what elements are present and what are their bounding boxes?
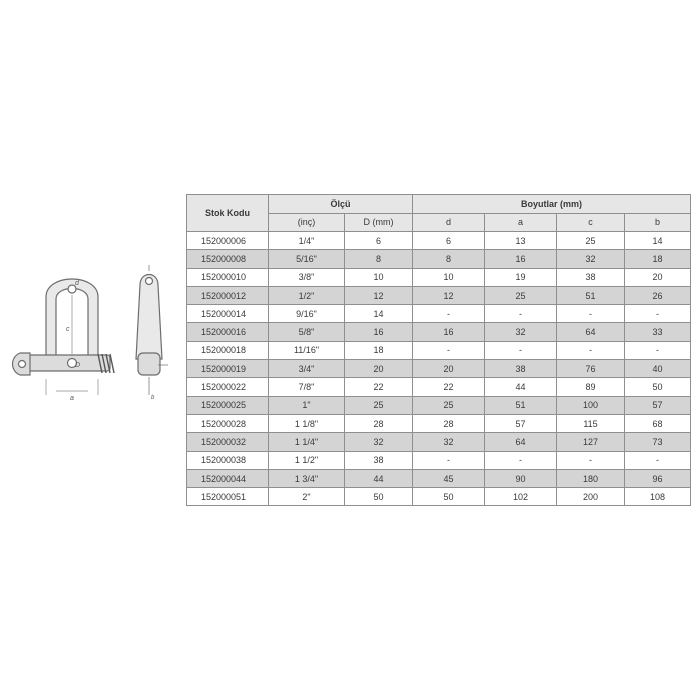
cell-b: - <box>625 451 691 469</box>
cell-stok-kodu: 152000014 <box>187 305 269 323</box>
cell-inc: 1 1/4" <box>269 433 345 451</box>
cell-a: 13 <box>485 232 557 250</box>
cell-stok-kodu: 152000018 <box>187 341 269 359</box>
cell-inc: 9/16" <box>269 305 345 323</box>
cell-d: 22 <box>413 378 485 396</box>
cell-c: 127 <box>557 433 625 451</box>
pin-eye-hole <box>19 361 26 368</box>
label-c: c <box>66 326 70 333</box>
cell-d: 32 <box>413 433 485 451</box>
table-row <box>187 268 691 286</box>
cell-c: 200 <box>557 488 625 506</box>
cell-a: - <box>485 305 557 323</box>
header-stok-kodu: Stok Kodu <box>187 195 269 232</box>
cell-d: 50 <box>413 488 485 506</box>
cell-b: 68 <box>625 414 691 432</box>
table-row <box>187 396 691 414</box>
cell-a: - <box>485 451 557 469</box>
cell-stok-kodu: 152000008 <box>187 250 269 268</box>
side-collar <box>138 353 160 375</box>
table-row <box>187 305 691 323</box>
cell-inc: 2" <box>269 488 345 506</box>
shackle-side-view <box>136 265 168 395</box>
cell-a: 16 <box>485 250 557 268</box>
cell-inc: 5/8" <box>269 323 345 341</box>
cell-b: 57 <box>625 396 691 414</box>
table-row <box>187 250 691 268</box>
cell-c: 64 <box>557 323 625 341</box>
cell-d: 25 <box>413 396 485 414</box>
cell-inc: 1 1/2" <box>269 451 345 469</box>
cell-stok-kodu: 152000006 <box>187 232 269 250</box>
cell-stok-kodu: 152000032 <box>187 433 269 451</box>
cell-b: 18 <box>625 250 691 268</box>
header-d: d <box>413 213 485 232</box>
cell-inc: 1/4" <box>269 232 345 250</box>
cell-stok-kodu: 152000016 <box>187 323 269 341</box>
cell-c: - <box>557 451 625 469</box>
cell-d-mm: 32 <box>345 433 413 451</box>
side-body <box>136 275 162 360</box>
cell-a: 102 <box>485 488 557 506</box>
cell-b: 50 <box>625 378 691 396</box>
cell-d-mm: 28 <box>345 414 413 432</box>
table-row <box>187 286 691 304</box>
table-row <box>187 360 691 378</box>
cell-a: 57 <box>485 414 557 432</box>
cell-d: 8 <box>413 250 485 268</box>
label-b: b <box>151 395 155 401</box>
cell-d: 16 <box>413 323 485 341</box>
cell-c: 115 <box>557 414 625 432</box>
cell-c: 25 <box>557 232 625 250</box>
table-row <box>187 414 691 432</box>
table-row <box>187 378 691 396</box>
cell-d-mm: 14 <box>345 305 413 323</box>
cell-b: 20 <box>625 268 691 286</box>
header-boyutlar: Boyutlar (mm) <box>413 195 691 214</box>
label-D: D <box>75 362 81 369</box>
cell-d-mm: 8 <box>345 250 413 268</box>
cell-a: - <box>485 341 557 359</box>
cell-stok-kodu: 152000010 <box>187 268 269 286</box>
table-row <box>187 433 691 451</box>
cell-c: - <box>557 341 625 359</box>
cell-inc: 11/16" <box>269 341 345 359</box>
cell-d-mm: 38 <box>345 451 413 469</box>
cell-a: 64 <box>485 433 557 451</box>
cell-a: 51 <box>485 396 557 414</box>
cell-d-mm: 16 <box>345 323 413 341</box>
cell-stok-kodu: 152000038 <box>187 451 269 469</box>
cell-d: 10 <box>413 268 485 286</box>
table-row <box>187 488 691 506</box>
label-d: d <box>75 280 79 287</box>
cell-d: - <box>413 305 485 323</box>
header-c: c <box>557 213 625 232</box>
cell-b: 108 <box>625 488 691 506</box>
cell-d: 12 <box>413 286 485 304</box>
shackle-front-view <box>13 279 115 375</box>
header-olcu: Ölçü <box>269 195 413 214</box>
cell-inc: 1 3/4" <box>269 469 345 487</box>
cell-d-mm: 10 <box>345 268 413 286</box>
cell-a: 44 <box>485 378 557 396</box>
cell-d-mm: 12 <box>345 286 413 304</box>
cell-stok-kodu: 152000025 <box>187 396 269 414</box>
drawing-labels <box>66 280 80 402</box>
table-row <box>187 232 691 250</box>
cell-a: 38 <box>485 360 557 378</box>
cell-b: 14 <box>625 232 691 250</box>
cell-d: 20 <box>413 360 485 378</box>
table-row <box>187 341 691 359</box>
cell-a: 25 <box>485 286 557 304</box>
cell-d: 6 <box>413 232 485 250</box>
cell-inc: 5/16" <box>269 250 345 268</box>
header-b: b <box>625 213 691 232</box>
cell-d-mm: 18 <box>345 341 413 359</box>
cell-inc: 1 1/8" <box>269 414 345 432</box>
shackle-pin <box>20 355 110 371</box>
header-a: a <box>485 213 557 232</box>
header-inc: (inç) <box>269 213 345 232</box>
cell-d-mm: 44 <box>345 469 413 487</box>
cell-c: 180 <box>557 469 625 487</box>
table-row <box>187 323 691 341</box>
shackle-spec-table <box>186 194 691 506</box>
cell-a: 19 <box>485 268 557 286</box>
table-row <box>187 469 691 487</box>
cell-stok-kodu: 152000022 <box>187 378 269 396</box>
cell-d: - <box>413 451 485 469</box>
cell-d-mm: 22 <box>345 378 413 396</box>
cell-c: 89 <box>557 378 625 396</box>
cell-c: 100 <box>557 396 625 414</box>
cell-a: 90 <box>485 469 557 487</box>
cell-stok-kodu: 152000028 <box>187 414 269 432</box>
cell-d: 28 <box>413 414 485 432</box>
cell-inc: 1/2" <box>269 286 345 304</box>
cell-d-mm: 25 <box>345 396 413 414</box>
cell-c: 32 <box>557 250 625 268</box>
cell-c: 76 <box>557 360 625 378</box>
cell-d: - <box>413 341 485 359</box>
cell-b: 73 <box>625 433 691 451</box>
cell-c: 51 <box>557 286 625 304</box>
cell-stok-kodu: 152000012 <box>187 286 269 304</box>
cell-stok-kodu: 152000044 <box>187 469 269 487</box>
cell-stok-kodu: 152000019 <box>187 360 269 378</box>
table-row <box>187 451 691 469</box>
cell-b: - <box>625 305 691 323</box>
cell-c: - <box>557 305 625 323</box>
header-d-mm: D (mm) <box>345 213 413 232</box>
cell-b: - <box>625 341 691 359</box>
cell-stok-kodu: 152000051 <box>187 488 269 506</box>
cell-b: 40 <box>625 360 691 378</box>
side-top-hole <box>146 278 153 285</box>
cell-inc: 7/8" <box>269 378 345 396</box>
label-a: a <box>70 395 74 402</box>
cell-a: 32 <box>485 323 557 341</box>
cell-c: 38 <box>557 268 625 286</box>
cell-b: 96 <box>625 469 691 487</box>
cell-inc: 3/8" <box>269 268 345 286</box>
cell-b: 33 <box>625 323 691 341</box>
cell-inc: 1" <box>269 396 345 414</box>
shackle-drawing <box>12 255 188 415</box>
cell-d-mm: 6 <box>345 232 413 250</box>
cell-d: 45 <box>413 469 485 487</box>
table-body <box>187 232 691 506</box>
cell-d-mm: 50 <box>345 488 413 506</box>
cell-inc: 3/4" <box>269 360 345 378</box>
cell-b: 26 <box>625 286 691 304</box>
cell-d-mm: 20 <box>345 360 413 378</box>
